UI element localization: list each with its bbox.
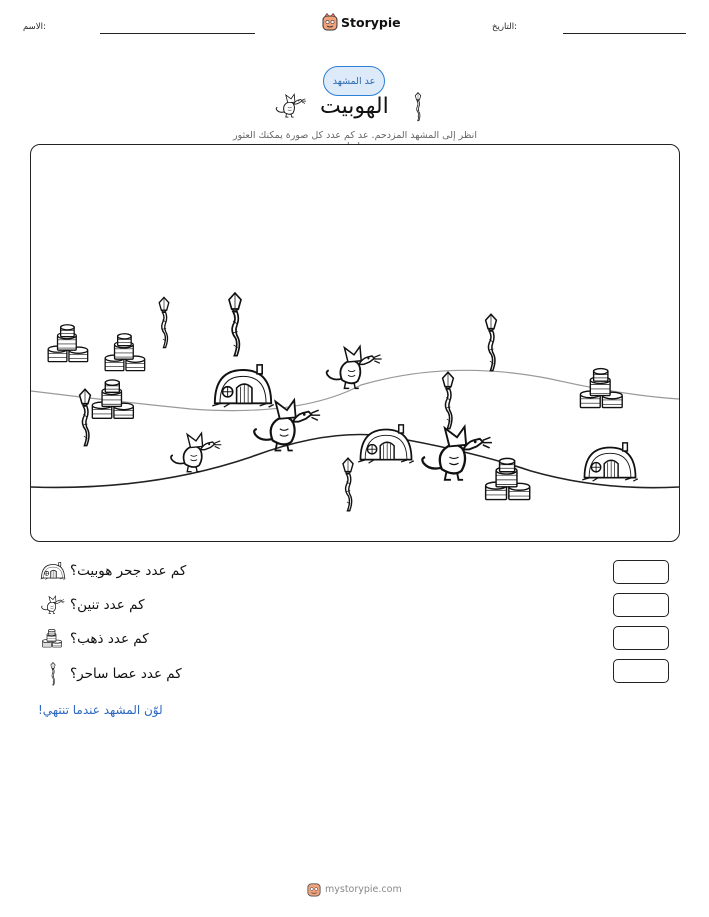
scene-drawing <box>31 145 679 541</box>
answer-box-1[interactable] <box>613 560 669 584</box>
hobbit-hole-icon <box>358 425 414 463</box>
footer-url[interactable]: mystorypie.com <box>325 883 402 895</box>
brand-name: Storypie <box>341 14 401 30</box>
question-text: كم عدد عصا ساحر؟ <box>70 666 182 682</box>
storypie-logo-icon <box>322 13 338 31</box>
answer-box-3[interactable] <box>613 626 669 650</box>
wizard-staff-icon <box>80 389 91 445</box>
wizard-staff-icon <box>40 662 66 686</box>
name-input-line[interactable] <box>100 33 255 34</box>
wizard-staff-icon <box>486 314 497 370</box>
answer-box-4[interactable] <box>613 659 669 683</box>
hobbit-hole-icon <box>40 561 66 581</box>
answer-box-2[interactable] <box>613 593 669 617</box>
wizard-staff-icon <box>413 92 423 122</box>
gold-coins-icon <box>48 325 88 362</box>
activity-badge: عد المشهد <box>323 66 385 96</box>
footer <box>307 881 402 897</box>
gold-coins-icon <box>105 334 145 371</box>
instructions: انظر إلى المشهد المزدحم. عد كم عدد كل صورة يمكنك العثور <box>233 130 477 141</box>
wizard-staff-icon <box>443 372 454 428</box>
gold-coins-icon <box>40 629 66 649</box>
colour-prompt: لوّن المشهد عندما تنتهي! <box>38 703 163 717</box>
storypie-logo-icon <box>307 881 321 897</box>
question-2 <box>40 595 145 615</box>
question-text: كم عدد ذهب؟ <box>70 631 149 647</box>
dragon-icon <box>171 433 221 472</box>
question-4 <box>40 662 182 686</box>
busy-scene <box>30 144 680 542</box>
hobbit-hole-icon <box>582 443 638 481</box>
wizard-staff-icon <box>159 297 169 347</box>
gold-coins-icon <box>486 458 530 499</box>
brand-logo <box>322 13 401 31</box>
gold-coins-icon <box>580 369 622 408</box>
wizard-staff-icon <box>229 293 241 356</box>
question-text: كم عدد تنين؟ <box>70 597 145 613</box>
date-label: التاريخ: <box>492 22 517 32</box>
name-label: الاسم: <box>23 22 46 32</box>
page-title: الهوبيت <box>320 94 389 119</box>
dragon-icon <box>40 595 66 615</box>
front-hill-line <box>31 435 679 488</box>
dragon-icon <box>422 427 492 480</box>
date-input-line[interactable] <box>563 33 686 34</box>
hobbit-hole-icon <box>212 365 273 407</box>
question-1 <box>40 561 186 581</box>
wizard-staff-icon <box>343 458 353 511</box>
question-3 <box>40 629 149 649</box>
dragon-icon <box>274 93 308 119</box>
question-text: كم عدد جحر هوبيت؟ <box>70 563 187 579</box>
